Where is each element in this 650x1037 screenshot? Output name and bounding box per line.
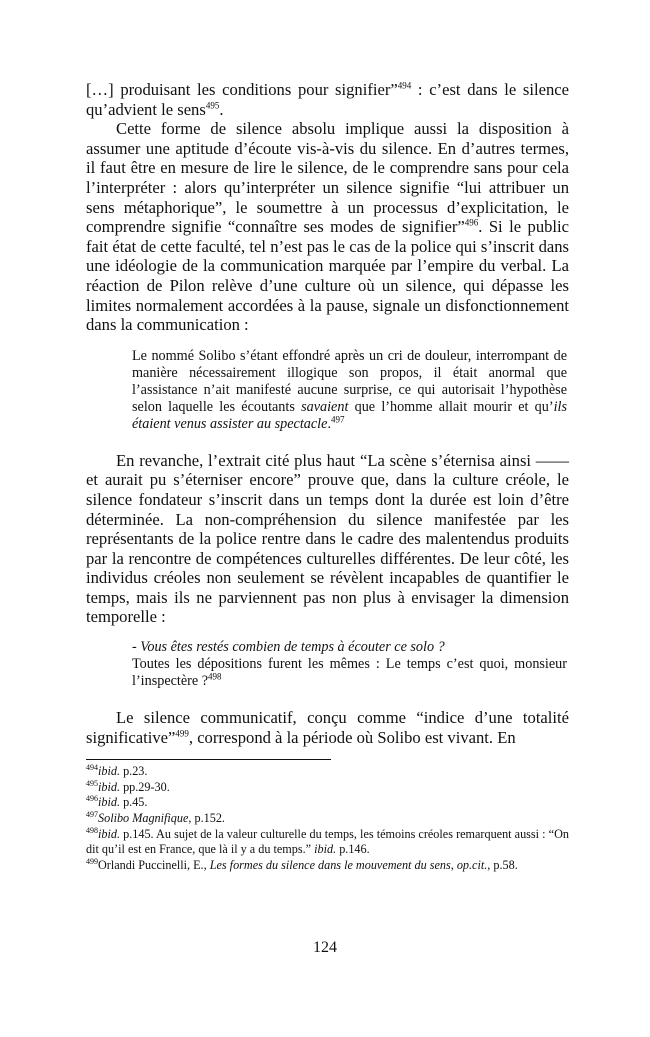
footnote-number: 499 [86,856,98,866]
text: . [327,415,331,432]
italic-text: savaient [301,398,349,415]
italic-text: ibid. [98,764,121,779]
footnote-ref-494[interactable]: 494 [397,80,412,91]
footnote-ref-495[interactable]: 495 [205,100,220,111]
footnote-ref-496[interactable]: 496 [464,217,479,228]
text: p.146. [336,842,370,857]
text: Toutes les dépositions furent les mêmes : Le temps c’est quoi, monsieur l’inspectère ? [132,656,567,690]
footnote-number: 496 [86,794,98,804]
text: En revanche, l’extrait cité plus haut “La scène s’éternisa ainsi —— et aurait pu s’éterniser encore” prouve que, dans la culture créole, le silence fondateur s’inscrit dans un temps dont la durée est loin d’être déterminée. La non-compréhension du silence manifestée par les représentants de la police rentre dans le cadre des malentendus produits par la rencontre de compétences culturelles différentes. De leur côté, les individus créoles non seulement se révèlent incapables de quantifier le temps, mais ils ne parviennent pas non plus à envisager la dimension temporelle : [86,450,569,627]
text: , p.152. [188,811,225,826]
text: Le silence communicatif, conçu comme “indice d’une totalité significative” [86,708,569,747]
page-number: 124 [313,939,337,956]
text: Orlandi Puccinelli, E., [98,857,210,872]
paragraph-1 [86,80,569,119]
footnote-499 [86,858,569,874]
text: , p.58. [487,857,518,872]
footnote-ref-498[interactable]: 498 [208,671,222,682]
italic-text: - Vous êtes restés combien de temps à écouter ce solo ? [132,639,445,656]
paragraph-3 [86,451,569,627]
page-body [86,80,569,873]
italic-text: ibid. [98,795,121,810]
italic-text: Les formes du silence dans le mouvement du sens [209,857,451,872]
footnote-ref-497[interactable]: 497 [330,413,345,424]
italic-text: Solibo Magnifique [98,811,189,826]
text: Cette forme de silence absolu implique aussi la disposition à assumer une aptitude d’écoute vis-à-vis du silence. En d’autres termes, il faut être en mesure de lire le silence, de le comprendre sans pour cela l’interpréter : alors qu’interpréter un silence signifie “lui attribuer un sens métaphorique”, le soumettre à un processus d’explicitation, le comprendre signifie “connaître ses modes de signifier” [86,119,569,237]
text: […] produisant les conditions pour signifier” [86,80,398,99]
block-quote-1 [132,348,567,433]
footnote-495 [86,780,569,796]
paragraph-4 [86,708,569,747]
footnote-494 [86,764,569,780]
paragraph-2 [86,119,569,335]
block-quote-2 [132,639,567,690]
italic-text: ibid. [314,842,337,857]
footnote-496 [86,795,569,811]
italic-text: ibid. [98,826,121,841]
footnote-497 [86,811,569,827]
footnote-number: 498 [86,825,98,835]
footnote-498 [86,827,569,858]
italic-text: ibid. [98,779,121,794]
text: que l’homme allait mourir et qu’ [348,398,554,415]
footnote-number: 495 [86,778,98,788]
text: . [219,99,224,119]
footnote-number: 494 [86,763,98,773]
text: pp.29-30. [120,779,170,794]
text: : c’est dans le silence qu’advient le sens [86,80,570,119]
footnote-ref-499[interactable]: 499 [175,728,189,739]
text: Le nommé Solibo s’étant effondré après un cri de douleur, interrompant de manière nécessairement illogique son propos, il était anormal que l’assistance n’ait manifesté aucune surprise, ce qui autorisait l’hypothèse selon laquelle les écoutants [132,347,567,415]
text: , correspond à la période où Solibo est vivant. En [188,727,516,747]
text: p.45. [120,795,148,810]
text: p.145. Au sujet de la valeur culturelle du temps, les témoins créoles remarquent aussi : “On dit qu’il est en France, que là il y a du temps.” [86,826,569,857]
italic-text: ils étaient venus assister au spectacle [132,398,567,432]
italic-text: op.cit. [456,857,488,872]
text: , [450,857,457,872]
text: p.23. [120,764,148,779]
footnote-number: 497 [86,809,98,819]
text: . Si le public fait état de cette faculté, tel n’est pas le cas de la police qui s’inscrit dans une idéologie de la communication marquée par l’empire du verbal. La réaction de Pilon relève d’une culture où un silence, qui dépasse les limites normalement accordées à la pause, signale un disfonctionnement dans la communication : [86,217,569,335]
